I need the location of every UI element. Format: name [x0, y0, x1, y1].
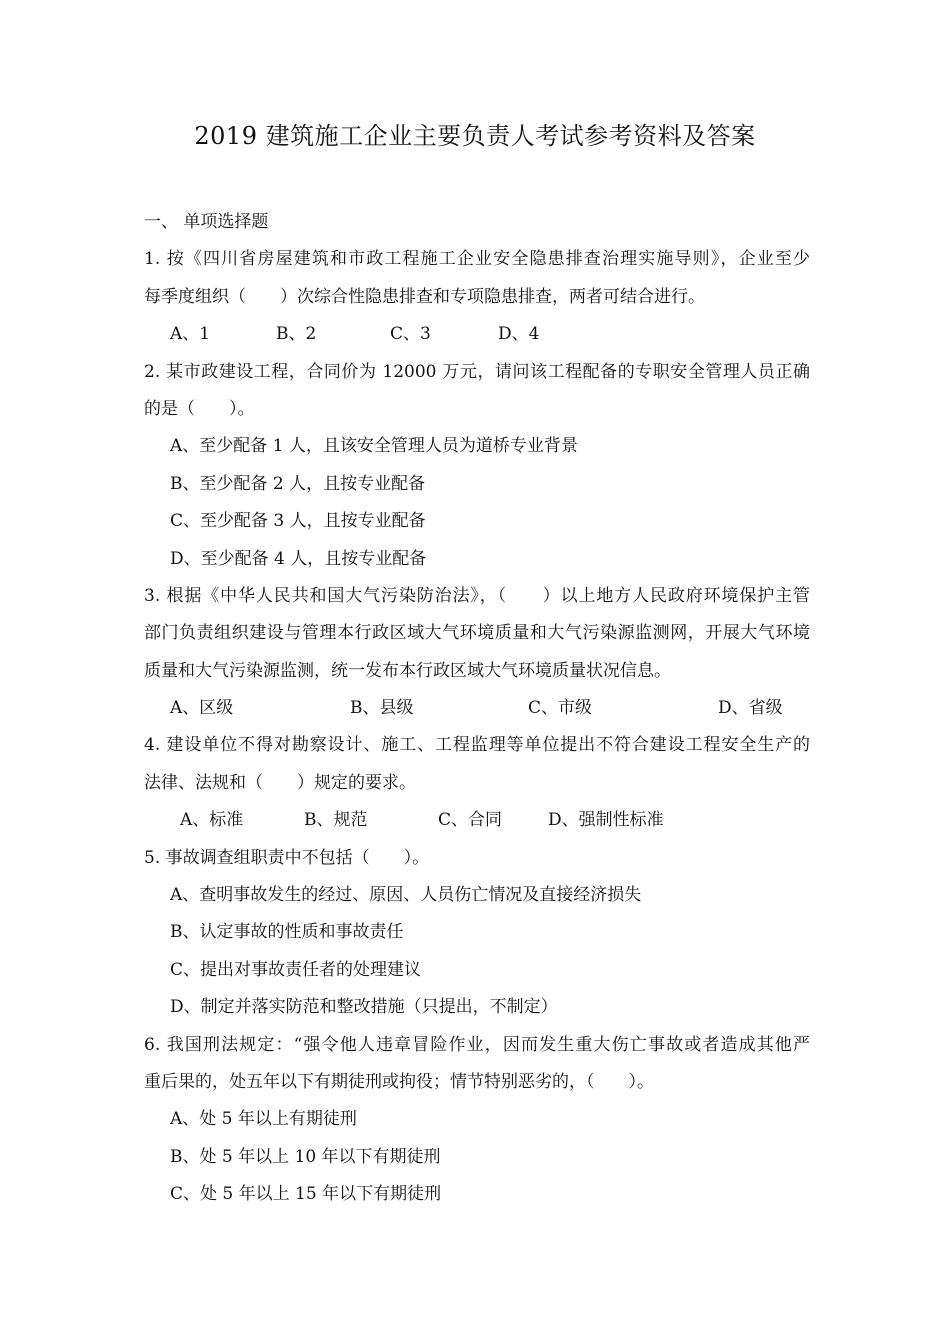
document-body [144, 204, 810, 1214]
option-b: B、至少配备 2 人，且按专业配备 [170, 473, 426, 494]
question-2 [144, 354, 810, 578]
option-b: B、县级 [350, 698, 414, 719]
question-text-line: 2. 某市政建设工程，合同价为 12000 万元，请问该工程配备的专职安全管理人员正确 [144, 361, 810, 382]
options-row [144, 690, 810, 727]
option-d: D、制定并落实防范和整改措施（只提出，不制定） [170, 997, 558, 1018]
option-b: B、2 [276, 324, 317, 345]
document-title: 2019 建筑施工企业主要负责人考试参考资料及答案 [194, 122, 756, 150]
question-1 [144, 241, 810, 353]
option-b: B、规范 [304, 810, 368, 831]
option-a: A、至少配备 1 人，且该安全管理人员为道桥专业背景 [170, 436, 578, 457]
option-a: A、1 [170, 324, 211, 345]
question-4 [144, 727, 810, 839]
question-5 [144, 840, 810, 1027]
option-b: B、认定事故的性质和事故责任 [170, 922, 404, 943]
option-d: D、4 [498, 324, 540, 345]
option-a: A、查明事故发生的经过、原因、人员伤亡情况及直接经济损失 [170, 885, 642, 906]
options-row [144, 316, 810, 353]
question-text-line: 质量和大气污染源监测，统一发布本行政区域大气环境质量状况信息。 [144, 660, 671, 681]
option-c: C、处 5 年以上 15 年以下有期徒刑 [170, 1184, 442, 1205]
option-a: A、标准 [180, 810, 244, 831]
option-d: D、省级 [718, 698, 783, 719]
option-d: D、至少配备 4 人，且按专业配备 [170, 548, 427, 569]
question-text-line: 1. 按《四川省房屋建筑和市政工程施工企业安全隐患排查治理实施导则》，企业至少 [144, 249, 810, 270]
option-a: A、处 5 年以上有期徒刑 [170, 1109, 357, 1130]
section-heading: 一、 单项选择题 [144, 212, 269, 232]
question-text-line: 4. 建设单位不得对勘察设计、施工、工程监理等单位提出不符合建设工程安全生产的 [144, 735, 810, 756]
option-c: C、3 [390, 324, 431, 345]
question-text-line: 法律、法规和（ ）规定的要求。 [144, 772, 416, 793]
option-d: D、强制性标准 [548, 810, 664, 831]
question-text-line: 每季度组织（ ）次综合性隐患排查和专项隐患排查，两者可结合进行。 [144, 286, 705, 307]
question-3 [144, 578, 810, 728]
option-b: B、处 5 年以上 10 年以下有期徒刑 [170, 1146, 441, 1167]
question-text-line: 部门负责组织建设与管理本行政区域大气环境质量和大气污染源监测网，开展大气环境 [144, 623, 810, 644]
option-c: C、至少配备 3 人，且按专业配备 [170, 511, 426, 532]
question-text-line: 的是（ ）。 [144, 398, 255, 419]
question-text-line: 3. 根据《中华人民共和国大气污染防治法》，（ ）以上地方人民政府环境保护主管 [144, 585, 810, 606]
option-c: C、提出对事故责任者的处理建议 [170, 959, 422, 980]
question-text-line: 重后果的，处五年以下有期徒刑或拘役；情节特别恶劣的，（ ）。 [144, 1071, 654, 1092]
options-row [144, 802, 810, 839]
question-6 [144, 1027, 810, 1214]
option-a: A、区级 [170, 698, 234, 719]
option-c: C、合同 [438, 810, 503, 831]
question-text-line: 5. 事故调查组职责中不包括（ ）。 [144, 847, 430, 868]
question-text-line: 6. 我国刑法规定：“强令他人违章冒险作业，因而发生重大伤亡事故或者造成其他严 [144, 1034, 810, 1055]
option-c: C、市级 [528, 698, 593, 719]
